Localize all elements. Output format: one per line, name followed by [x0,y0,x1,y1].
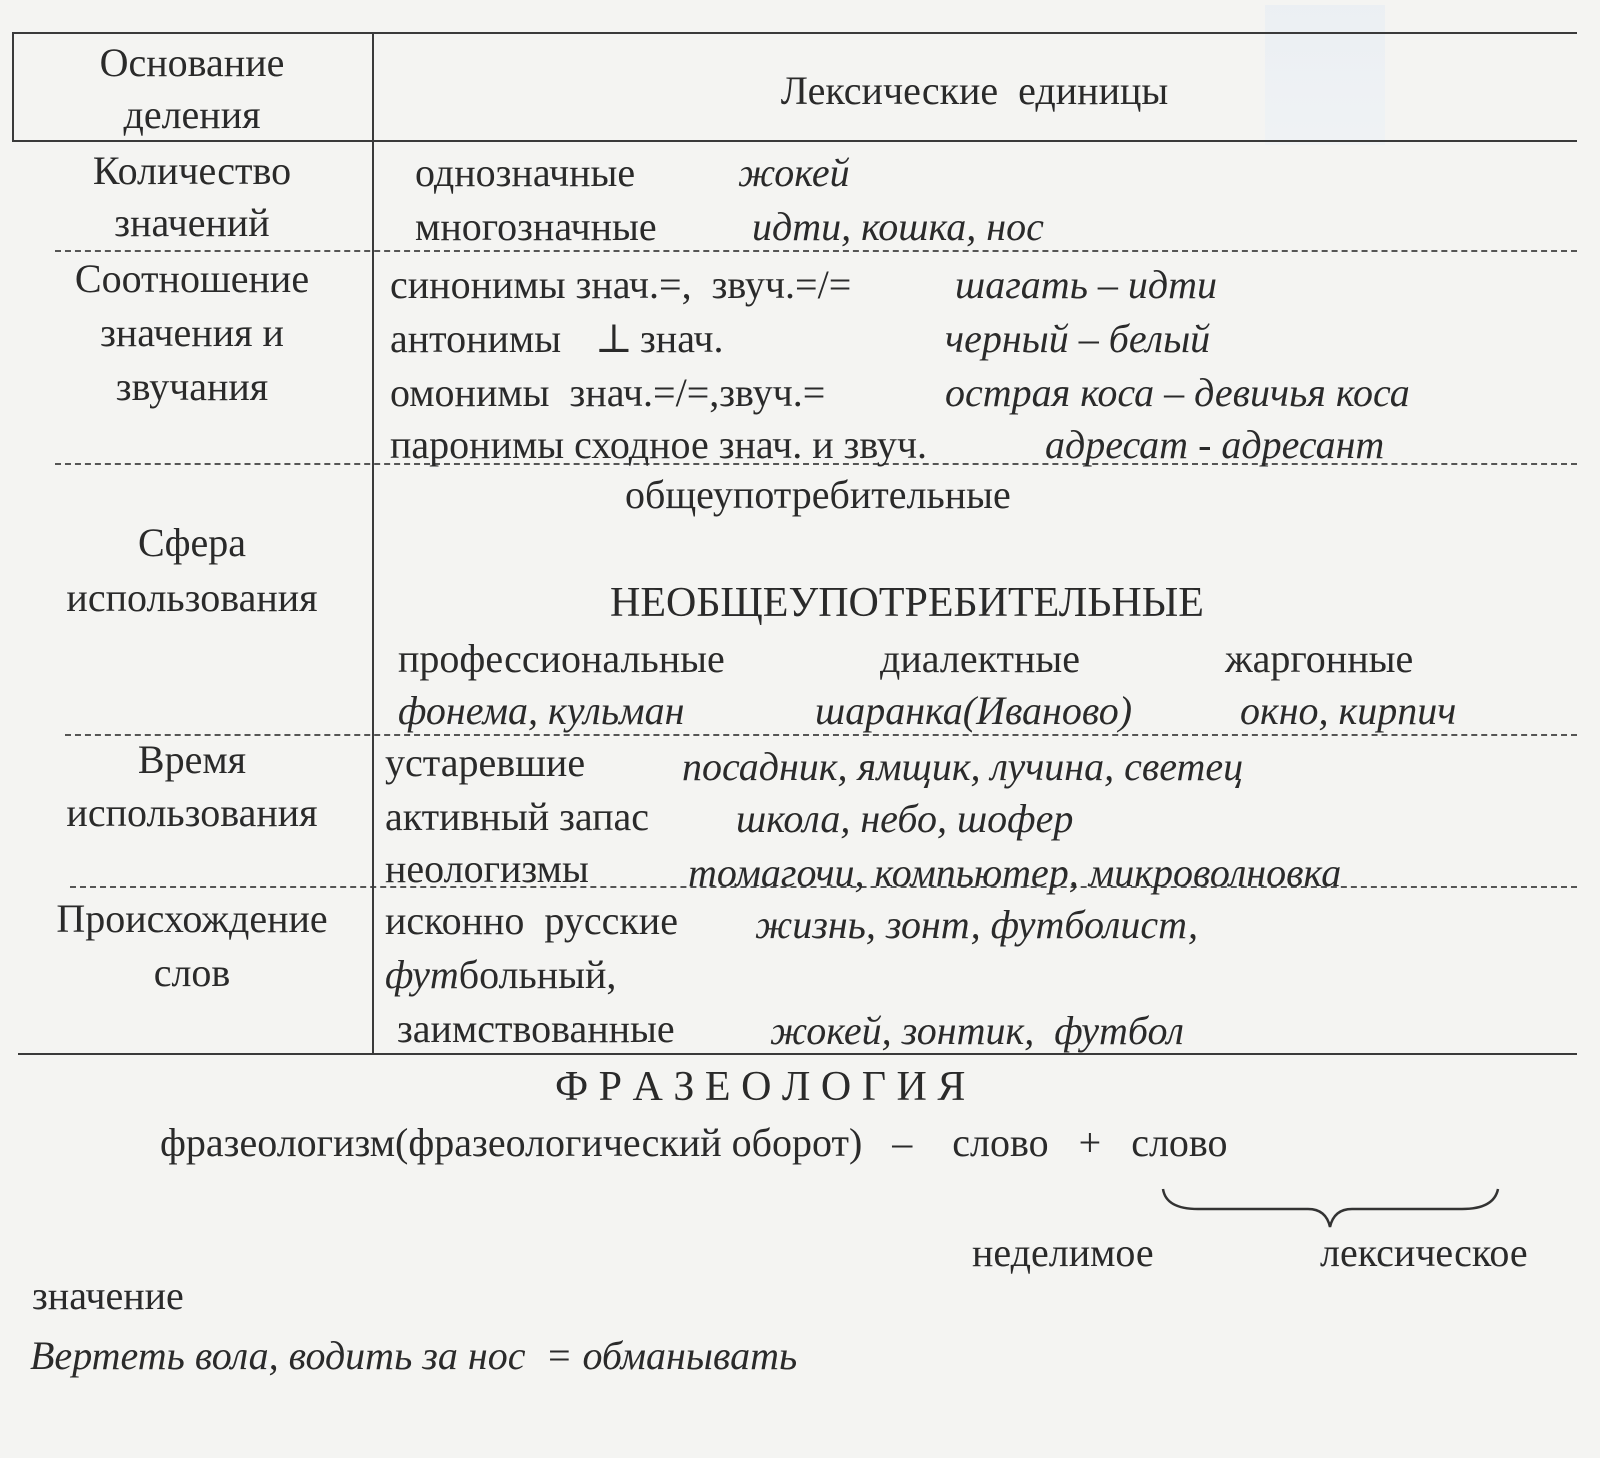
time-label-line1: Время [137,737,247,782]
borrowed-term: заимствованные [397,1006,675,1051]
curly-brace [1158,1183,1503,1233]
active-term: активный запас [385,794,650,839]
slang-words: жаргонные [1225,636,1414,681]
origin-label-line2: слов [153,950,231,995]
meaning-indivisible: неделимое [972,1230,1154,1275]
professional-examples: фонема, кульман [398,688,685,733]
time-label-line2: использования [66,790,318,835]
count-term-1: однозначные [415,150,636,195]
common-words: общеупотребительные [625,472,1011,517]
paronyms-examples: адресат - адресант [1045,422,1385,467]
uncommon-words: НЕОБЩЕУПОТРЕБИТЕЛЬНЫЕ [610,580,1204,626]
native-examples: жизнь, зонт, футболист, [755,902,1199,947]
sphere-label-line1: Сфера [137,520,247,565]
native-cont-italic: фут [385,952,459,997]
neologisms-examples: томагочи, компьютер, микроволновка [688,850,1342,895]
paronyms-term: паронимы сходное знач. и звуч. [390,422,928,467]
obsolete-examples: посадник, ямщик, лучина, светец [682,744,1244,789]
professional-words: профессиональные [398,636,725,681]
row-divider-1 [55,250,1577,252]
phraseology-example: Вертеть вола, водить за нос = обманывать [30,1333,798,1378]
dialect-examples: шаранка(Иваново) [815,688,1133,733]
meaning-lexical: лексическое [1320,1230,1528,1275]
sphere-label-line2: использования [66,575,318,620]
header-bottom-border [12,140,1577,142]
antonyms-term: антонимы [390,316,562,361]
dialect-words: диалектные [880,636,1080,681]
count-label-line2: значений [114,200,270,245]
header-basis-line2: деления [123,92,261,137]
count-examples-2: идти, кошка, нос [752,204,1044,249]
active-examples: школа, небо, шофер [736,796,1074,841]
antonyms-term2: знач. [640,316,724,361]
count-label-line1: Количество [92,148,292,193]
obsolete-term: устаревшие [385,740,586,785]
homonyms-examples: острая коса – девичья коса [945,370,1410,415]
borrowed-examples: жокей, зонтик, футбол [770,1008,1184,1053]
phraseology-title: Ф Р А З Е О Л О Г И Я [555,1064,966,1110]
meaning-value: значение [32,1273,184,1318]
antonyms-examples: черный – белый [945,316,1211,361]
native-cont-rest: больный, [458,952,617,997]
header-basis-line1: Основание [99,40,285,85]
table-top-border [12,32,1577,34]
native-term: исконно русские [385,898,678,943]
native-examples-cont [385,952,616,998]
phraseology-formula: фразеологизм(фразеологический оборот) – слово + слово [160,1120,1228,1165]
homonyms-term: омонимы знач.=/=,звуч.= [390,370,826,415]
synonyms-examples: шагать – идти [955,262,1218,307]
relation-label-line1: Соотношение [74,256,310,301]
column-divider [372,32,374,1053]
count-term-2: многозначные [415,204,657,249]
antonyms-perp-mark: ⊥ [595,316,633,361]
neologisms-term: неологизмы [385,846,589,891]
origin-label-line1: Происхождение [56,896,328,941]
count-examples-1: жокей [738,150,850,195]
synonyms-term: синонимы знач.=, звуч.=/= [390,262,852,307]
row-divider-3 [65,734,1577,736]
slang-examples: окно, кирпич [1240,688,1457,733]
relation-label-line3: звучания [115,364,269,409]
relation-label-line2: значения и [100,310,284,355]
header-lexical-units: Лексические единицы [780,68,1169,113]
